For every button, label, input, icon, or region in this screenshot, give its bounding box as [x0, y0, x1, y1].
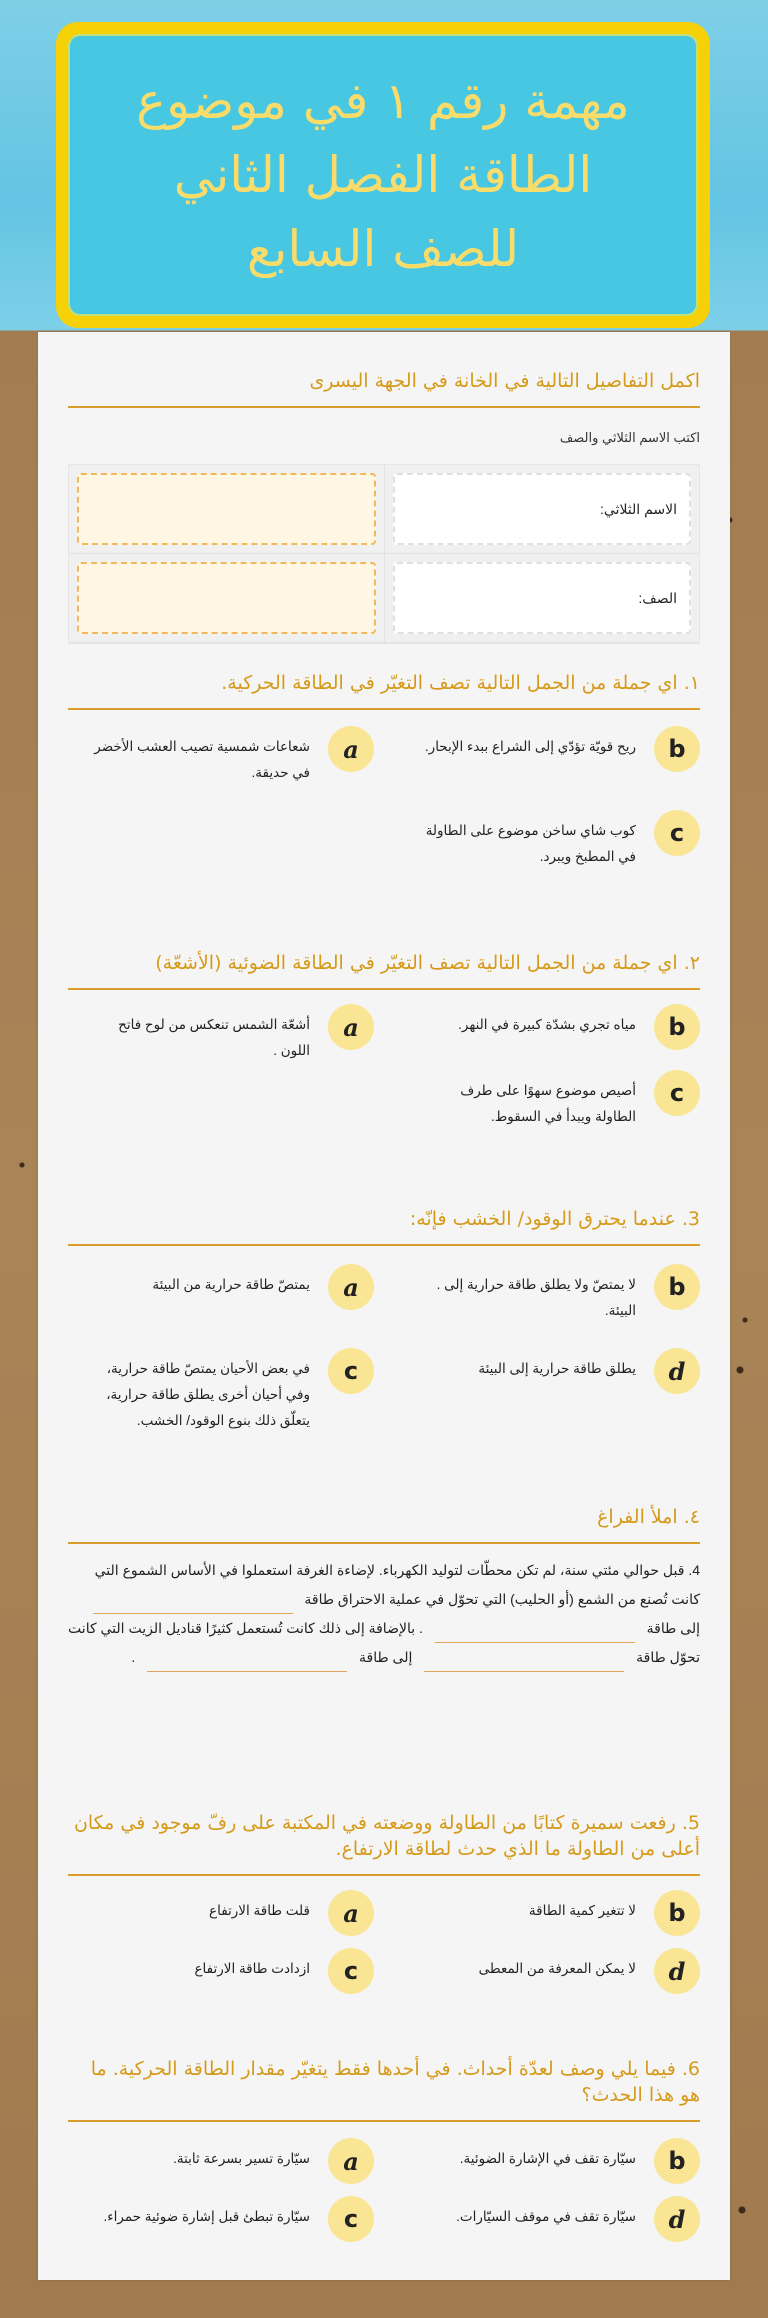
- option-a[interactable]: [68, 1004, 374, 1064]
- question-3-options: [68, 1264, 700, 1444]
- blank-1-input[interactable]: [93, 1596, 293, 1614]
- option-b-badge[interactable]: b: [654, 1890, 700, 1936]
- option-b-text: مياه تجري بشدّة كبيرة في النهر.: [458, 1017, 636, 1032]
- option-c-badge[interactable]: c: [654, 1070, 700, 1116]
- option-c-text: كوب شاي ساخن موضوع على الطاولة في المطبخ ويبرد.: [425, 823, 636, 864]
- paragraph-part-3: . بالإضافة إلى ذلك كانت تُستعمل كثيرًا قناديل الزيت التي كانت تحوّل طاقة: [68, 1620, 700, 1665]
- question-4-title: ٤. املأ الفراغ: [68, 1504, 700, 1544]
- question-5: [68, 1810, 700, 2006]
- option-c-text: أصيص موضوع سهوًا على طرف الطاولة ويبدأ في السقوط.: [460, 1083, 636, 1124]
- option-c-badge[interactable]: c: [328, 1348, 374, 1394]
- worksheet-panel: [38, 332, 730, 2280]
- option-b[interactable]: [394, 2138, 700, 2186]
- question-1: [68, 670, 700, 880]
- option-b-badge[interactable]: b: [654, 2138, 700, 2184]
- option-c[interactable]: [68, 1348, 374, 1434]
- question-6: [68, 2056, 700, 2254]
- option-b-badge[interactable]: b: [654, 1004, 700, 1050]
- question-3: [68, 1206, 700, 1444]
- name-label-cell: [384, 465, 699, 554]
- option-a-text: سيّارة تسير بسرعة ثابتة.: [173, 2151, 310, 2166]
- option-b[interactable]: [394, 1890, 700, 1938]
- name-input[interactable]: [77, 473, 376, 545]
- option-a-text: قلت طاقة الارتفاع: [209, 1903, 310, 1918]
- option-a-text: أشعّة الشمس تنعكس من لوح فاتح اللون .: [118, 1017, 310, 1058]
- name-label: الاسم الثلاثي:: [393, 473, 691, 545]
- option-c[interactable]: [68, 1948, 374, 1996]
- option-d[interactable]: [394, 2196, 700, 2244]
- question-2-title: ٢. اي جملة من الجمل التالية تصف التغيّر في الطاقة الضوئية (الأشعّة): [68, 950, 700, 990]
- option-b-text: سيّارة تقف في الإشارة الضوئية.: [459, 2151, 636, 2166]
- question-5-title: 5. رفعت سميرة كتابًا من الطاولة ووضعته في المكتبة على رفّ موجود في مكان أعلى من الطاولة ما الذي حدث لطاقة الارتفاع.: [68, 1810, 700, 1876]
- option-b[interactable]: [394, 1004, 700, 1064]
- question-2: [68, 950, 700, 1140]
- blank-2-input[interactable]: [435, 1625, 635, 1643]
- option-c[interactable]: [394, 810, 700, 870]
- option-d-badge[interactable]: d: [654, 1348, 700, 1394]
- option-a[interactable]: [68, 1264, 374, 1324]
- blank-4-input[interactable]: [147, 1654, 347, 1672]
- option-d[interactable]: [394, 1948, 700, 1996]
- question-3-title: 3. عندما يحترق الوقود/ الخشب فإنّه:: [68, 1206, 700, 1246]
- name-answer-cell: [69, 465, 384, 554]
- option-b[interactable]: [394, 1264, 700, 1324]
- option-c-badge[interactable]: c: [328, 1948, 374, 1994]
- option-b-badge[interactable]: b: [654, 1264, 700, 1310]
- option-b[interactable]: [394, 726, 700, 786]
- question-6-options: [68, 2138, 700, 2254]
- grade-input[interactable]: [77, 562, 376, 634]
- option-a-badge[interactable]: a: [328, 726, 374, 772]
- paragraph-part-1: 4. قبل حوالي مئتي سنة، لم تكن محطّات لتوليد الكهرباء. لإضاءة الغرفة استعملوا في الأساس الشموع التي كانت تُصنع من الشمع (أو الحليب) التي تحوّل في عملية الاحتراق طاقة: [94, 1562, 700, 1607]
- fill-blank-paragraph: [68, 1556, 700, 1672]
- option-c[interactable]: [68, 2196, 374, 2244]
- question-4: [68, 1504, 700, 1672]
- title-banner: [56, 22, 710, 328]
- option-d-text: سيّارة تقف في موقف السيّارات.: [456, 2209, 636, 2224]
- option-c-badge[interactable]: c: [654, 810, 700, 856]
- blank-3-input[interactable]: [424, 1654, 624, 1672]
- question-1-title: ١. اي جملة من الجمل التالية تصف التغيّر في الطاقة الحركية.: [68, 670, 700, 710]
- option-d-text: يطلق طاقة حرارية إلى البيئة: [478, 1361, 636, 1376]
- details-section: [68, 368, 700, 644]
- grade-label-cell: [384, 554, 699, 643]
- question-1-options: [68, 726, 700, 880]
- option-d-badge[interactable]: d: [654, 2196, 700, 2242]
- option-d[interactable]: [394, 1348, 700, 1434]
- option-b-text: لا تتغير كمية الطاقة: [528, 1903, 636, 1918]
- details-section-title: اكمل التفاصيل التالية في الخانة في الجهة اليسرى: [68, 368, 700, 408]
- option-a-badge[interactable]: a: [328, 1264, 374, 1310]
- question-2-options: [68, 1004, 700, 1140]
- option-a-badge[interactable]: a: [328, 1004, 374, 1050]
- details-instruction: اكتب الاسم الثلاثي والصف: [559, 430, 700, 445]
- question-5-options: [68, 1890, 700, 2006]
- question-6-title: 6. فيما يلي وصف لعدّة أحداث. في أحدها فقط يتغيّر مقدار الطاقة الحركية. ما هو هذا الحدث؟: [68, 2056, 700, 2122]
- option-a-text: شعاعات شمسية تصيب العشب الأخضر في حديقة.: [94, 739, 310, 780]
- paragraph-part-4: إلى طاقة: [359, 1649, 413, 1665]
- option-c-text: ازدادت طاقة الارتفاع: [194, 1961, 310, 1976]
- page-title: مهمة رقم ١ في موضوع الطاقة الفصل الثاني للصف السابع: [136, 72, 630, 278]
- details-table: [68, 464, 700, 644]
- option-b-badge[interactable]: b: [654, 726, 700, 772]
- option-c-text: سيّارة تبطئ قبل إشارة ضوئية حمراء.: [103, 2209, 310, 2224]
- option-d-text: لا يمكن المعرفة من المعطى: [478, 1961, 636, 1976]
- option-a-text: يمتصّ طاقة حرارية من البيئة: [152, 1277, 310, 1292]
- option-c-badge[interactable]: c: [328, 2196, 374, 2242]
- grade-answer-cell: [69, 554, 384, 643]
- option-a-badge[interactable]: a: [328, 2138, 374, 2184]
- option-a[interactable]: [68, 726, 374, 786]
- option-a[interactable]: [68, 1890, 374, 1938]
- paragraph-part-2: إلى طاقة: [646, 1620, 700, 1636]
- title-banner-inner: [68, 34, 698, 316]
- option-a[interactable]: [68, 2138, 374, 2186]
- option-c[interactable]: [394, 1070, 700, 1130]
- paragraph-part-5: .: [131, 1649, 136, 1665]
- option-b-text: ريح قويّة تؤدّي إلى الشراع ببدء الإبحار.: [424, 739, 636, 754]
- grade-label: الصف:: [393, 562, 691, 634]
- option-d-badge[interactable]: d: [654, 1948, 700, 1994]
- option-c-text: في بعض الأحيان يمتصّ طاقة حرارية، وفي أحيان أخرى يطلق طاقة حرارية، يتعلّق ذلك بنوع الوقود/ الخشب.: [106, 1361, 310, 1428]
- option-b-text: لا يمتصّ ولا يطلق طاقة حرارية إلى . البيئة.: [436, 1277, 636, 1318]
- option-a-badge[interactable]: a: [328, 1890, 374, 1936]
